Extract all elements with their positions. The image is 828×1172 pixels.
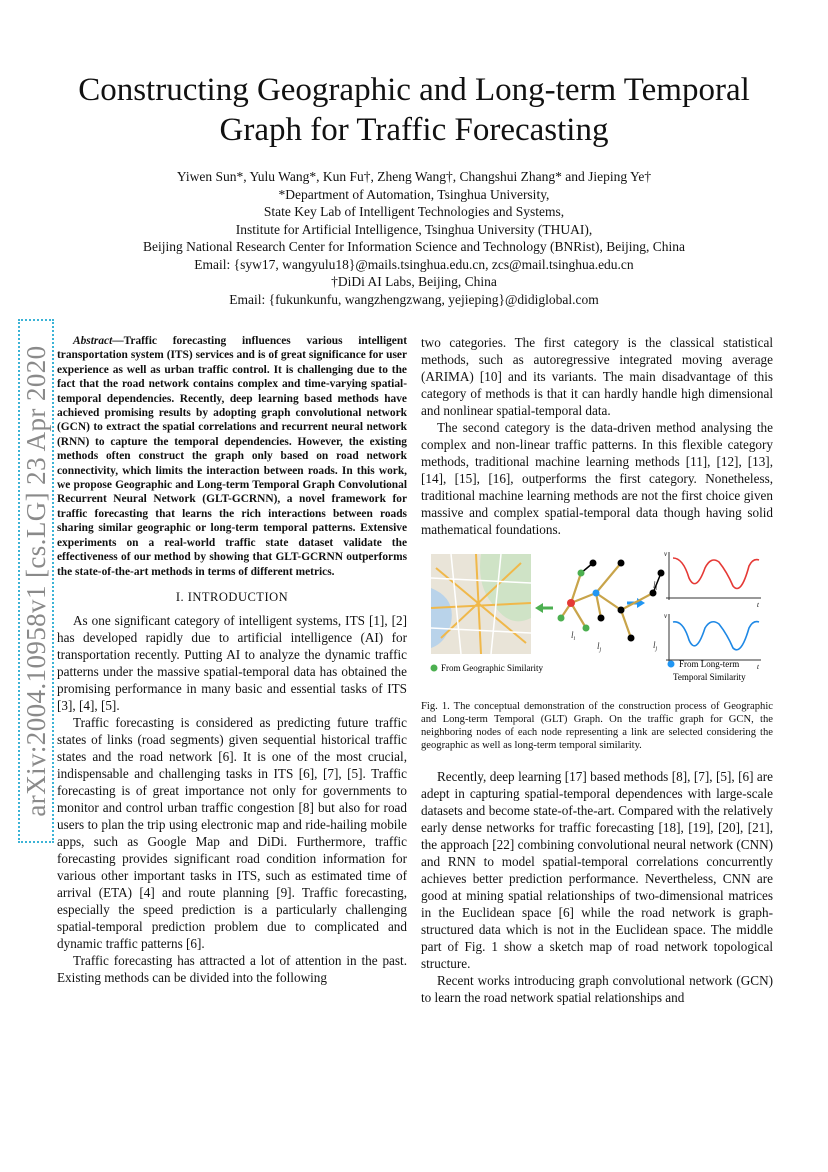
paragraph: two categories. The first category is the classical statistical methods, such as autoregressive integrated moving average (ARIMA) [10] and its variants. The main disadvantage of this category of methods is that it can hardly handle high dimensional and nonlinear spatial-temporal data. xyxy=(421,335,773,418)
svg-text:lj: $l_j$ xyxy=(597,641,602,653)
paragraph: Traffic forecasting has attracted a lot of attention in the past. Existing methods can be divided into the following xyxy=(57,952,407,985)
series-plot-top xyxy=(664,550,761,609)
author-block xyxy=(0,168,828,308)
paper-title xyxy=(0,70,828,150)
left-column xyxy=(57,334,407,986)
email[interactable]: Email: {syw17, wangyulu18}@mails.tsinghua.edu.cn, zcs@mail.tsinghua.edu.cn xyxy=(194,256,634,272)
paragraph: Recent works introducing graph convolutional network (GCN) to learn the road network spatial relationships and xyxy=(421,973,773,1005)
title-line-1: Constructing Geographic and Long-term Temporal xyxy=(78,72,750,108)
geo-legend-label: From Geographic Similarity xyxy=(441,663,543,673)
arxiv-stamp[interactable]: arXiv:2004.10958v1 [cs.LG] 23 Apr 2020 xyxy=(18,319,54,843)
section-heading: I. INTRODUCTION xyxy=(175,589,289,604)
paragraph: Traffic forecasting is considered as predicting future traffic states of links (road segments) given sequential historical traffic states and the road network [6]. It is one of the most crucial, indispensable and challenging tasks in ITS [6], [7], [5]. Traffic forecasting is of great importance not only for governments to monitor and control urban traffic congestion [8] but also for road users to plan the trip using electronic map and ride-hailing mobile apps, such as Google Map and DiDi. Furthermore, traffic forecasting provides significant road condition information for various other important tasks in ITS, such as estimated time of arrival (ETA) [4] and route planning [9]. Traffic forecasting, especially the speed prediction is a particularly challenging spatial-temporal prediction problem due to complicated and dynamic traffic patterns [6]. xyxy=(57,714,407,951)
temporal-legend-dot xyxy=(668,661,675,668)
svg-text:lj: $l_j$ xyxy=(653,640,658,652)
author-list: Yiwen Sun*, Yulu Wang*, Kun Fu†, Zheng Wang†, Changshui Zhang* and Jieping Ye† xyxy=(176,169,652,184)
affiliation: Institute for Artificial Intelligence, Tsinghua University (THUAI), xyxy=(235,221,593,237)
figure-graphic xyxy=(421,548,773,690)
geo-legend-dot xyxy=(431,665,438,672)
map-thumbnail xyxy=(431,554,531,654)
temporal-legend-label: Temporal Similarity xyxy=(673,672,746,682)
affiliation: *Department of Automation, Tsinghua University, xyxy=(278,186,550,202)
svg-text:v: v xyxy=(664,550,668,558)
title-line-2: Graph for Traffic Forecasting xyxy=(219,112,609,148)
abstract-text: —Traffic forecasting influences various intelligent transportation system (ITS) services and is of great significance for user experience as well as urban traffic control. It is challenging due to the fact that the road network contains complex and time-varying spatial-temporal dependencies. Recently, deep learning based methods have achieved promising results by adopting graph convolutional network (GCN) to extract the spatial correlations and recurrent neural network (RNN) to capture the temporal dependencies. However, the existing methods often construct the graph only based on road network connectivity, which limits the interaction between roads. In this work, we propose Geographic and Long-term Temporal Graph Convolutional Recurrent Neural Network (GLT-GCRNN), a novel framework for traffic forecasting that learns the rich interactions between roads sharing similar geographic or long-term temporal patterns. Extensive experiments on a real-world traffic state dataset validate the effectiveness of our method by showing that GLT-GCRNN outperforms the state-of-the-art methods in terms of different metrics. xyxy=(57,335,407,578)
paragraph: The second category is the data-driven method analysing the complex and non-linear traffic patterns. In this flexible category methods, traditional machine learning methods [11], [12], [13], [14], [15], [16], outperforms the first category. Nonetheless, traditional machine learning methods are not the first choice given massive and complex spatial-temporal data though having solid mathematical foundations. xyxy=(421,420,773,537)
svg-text:t: t xyxy=(757,601,759,609)
figure-1 xyxy=(421,548,773,690)
affiliation: State Key Lab of Intelligent Technologies and Systems, xyxy=(263,204,565,219)
right-column xyxy=(421,334,773,1006)
abstract-label: Abstract xyxy=(73,335,113,347)
email[interactable]: Email: {fukunkunfu, wangzhengzwang, yejieping}@didiglobal.com xyxy=(229,291,599,307)
figure-caption: Fig. 1. The conceptual demonstration of the construction process of Geographic and Long-term Temporal (GLT) Graph. On the traffic graph for GCN, the neighboring nodes of each node representing a link are selected considering the geographic as well as long-term temporal similarity. xyxy=(421,701,773,751)
svg-text:li: $l_i$ xyxy=(571,630,576,642)
svg-text:v: v xyxy=(664,612,668,620)
abstract xyxy=(57,334,407,579)
affiliation: Beijing National Research Center for Information Science and Technology (BNRist), Beijing, China xyxy=(142,239,686,254)
temporal-legend-label: From Long-term xyxy=(679,659,740,669)
svg-text:li: $l_i$ xyxy=(653,580,658,592)
svg-text:t: t xyxy=(757,663,759,671)
paragraph: Recently, deep learning [17] based methods [8], [7], [5], [6] are adept in capturing spatial-temporal dependences with large-scale datasets and become state-of-the-art. Compared with the relatively early dense networks for traffic forecasting [18], [19], [20], [21], the approach [22] combining convolutional neural network (CNN) and RNN to model spatial-temporal correlations concurrently achieves better prediction performance. Nevertheless, CNN are good at mining spatial relationships of two-dimensional matrices in the Euclidean space [6] while the road network is graph-structured data which is not in the Euclidean space. The middle part of Fig. 1 show a sketch map of road network topological structure. xyxy=(421,769,773,971)
road-graph xyxy=(561,563,653,638)
paragraph: As one significant category of intelligent systems, ITS [1], [2] has developed rapidly due to artificial intelligence (AI) for transportation recently. Putting AI to analyze the dynamic traffic patterns under the massive spatial-temporal data has obtained the promising performance in many basic and essential tasks of ITS [3], [4], [5]. xyxy=(57,612,407,713)
affiliation: †DiDi AI Labs, Beijing, China xyxy=(331,274,497,289)
arrow-left-icon xyxy=(535,603,543,613)
